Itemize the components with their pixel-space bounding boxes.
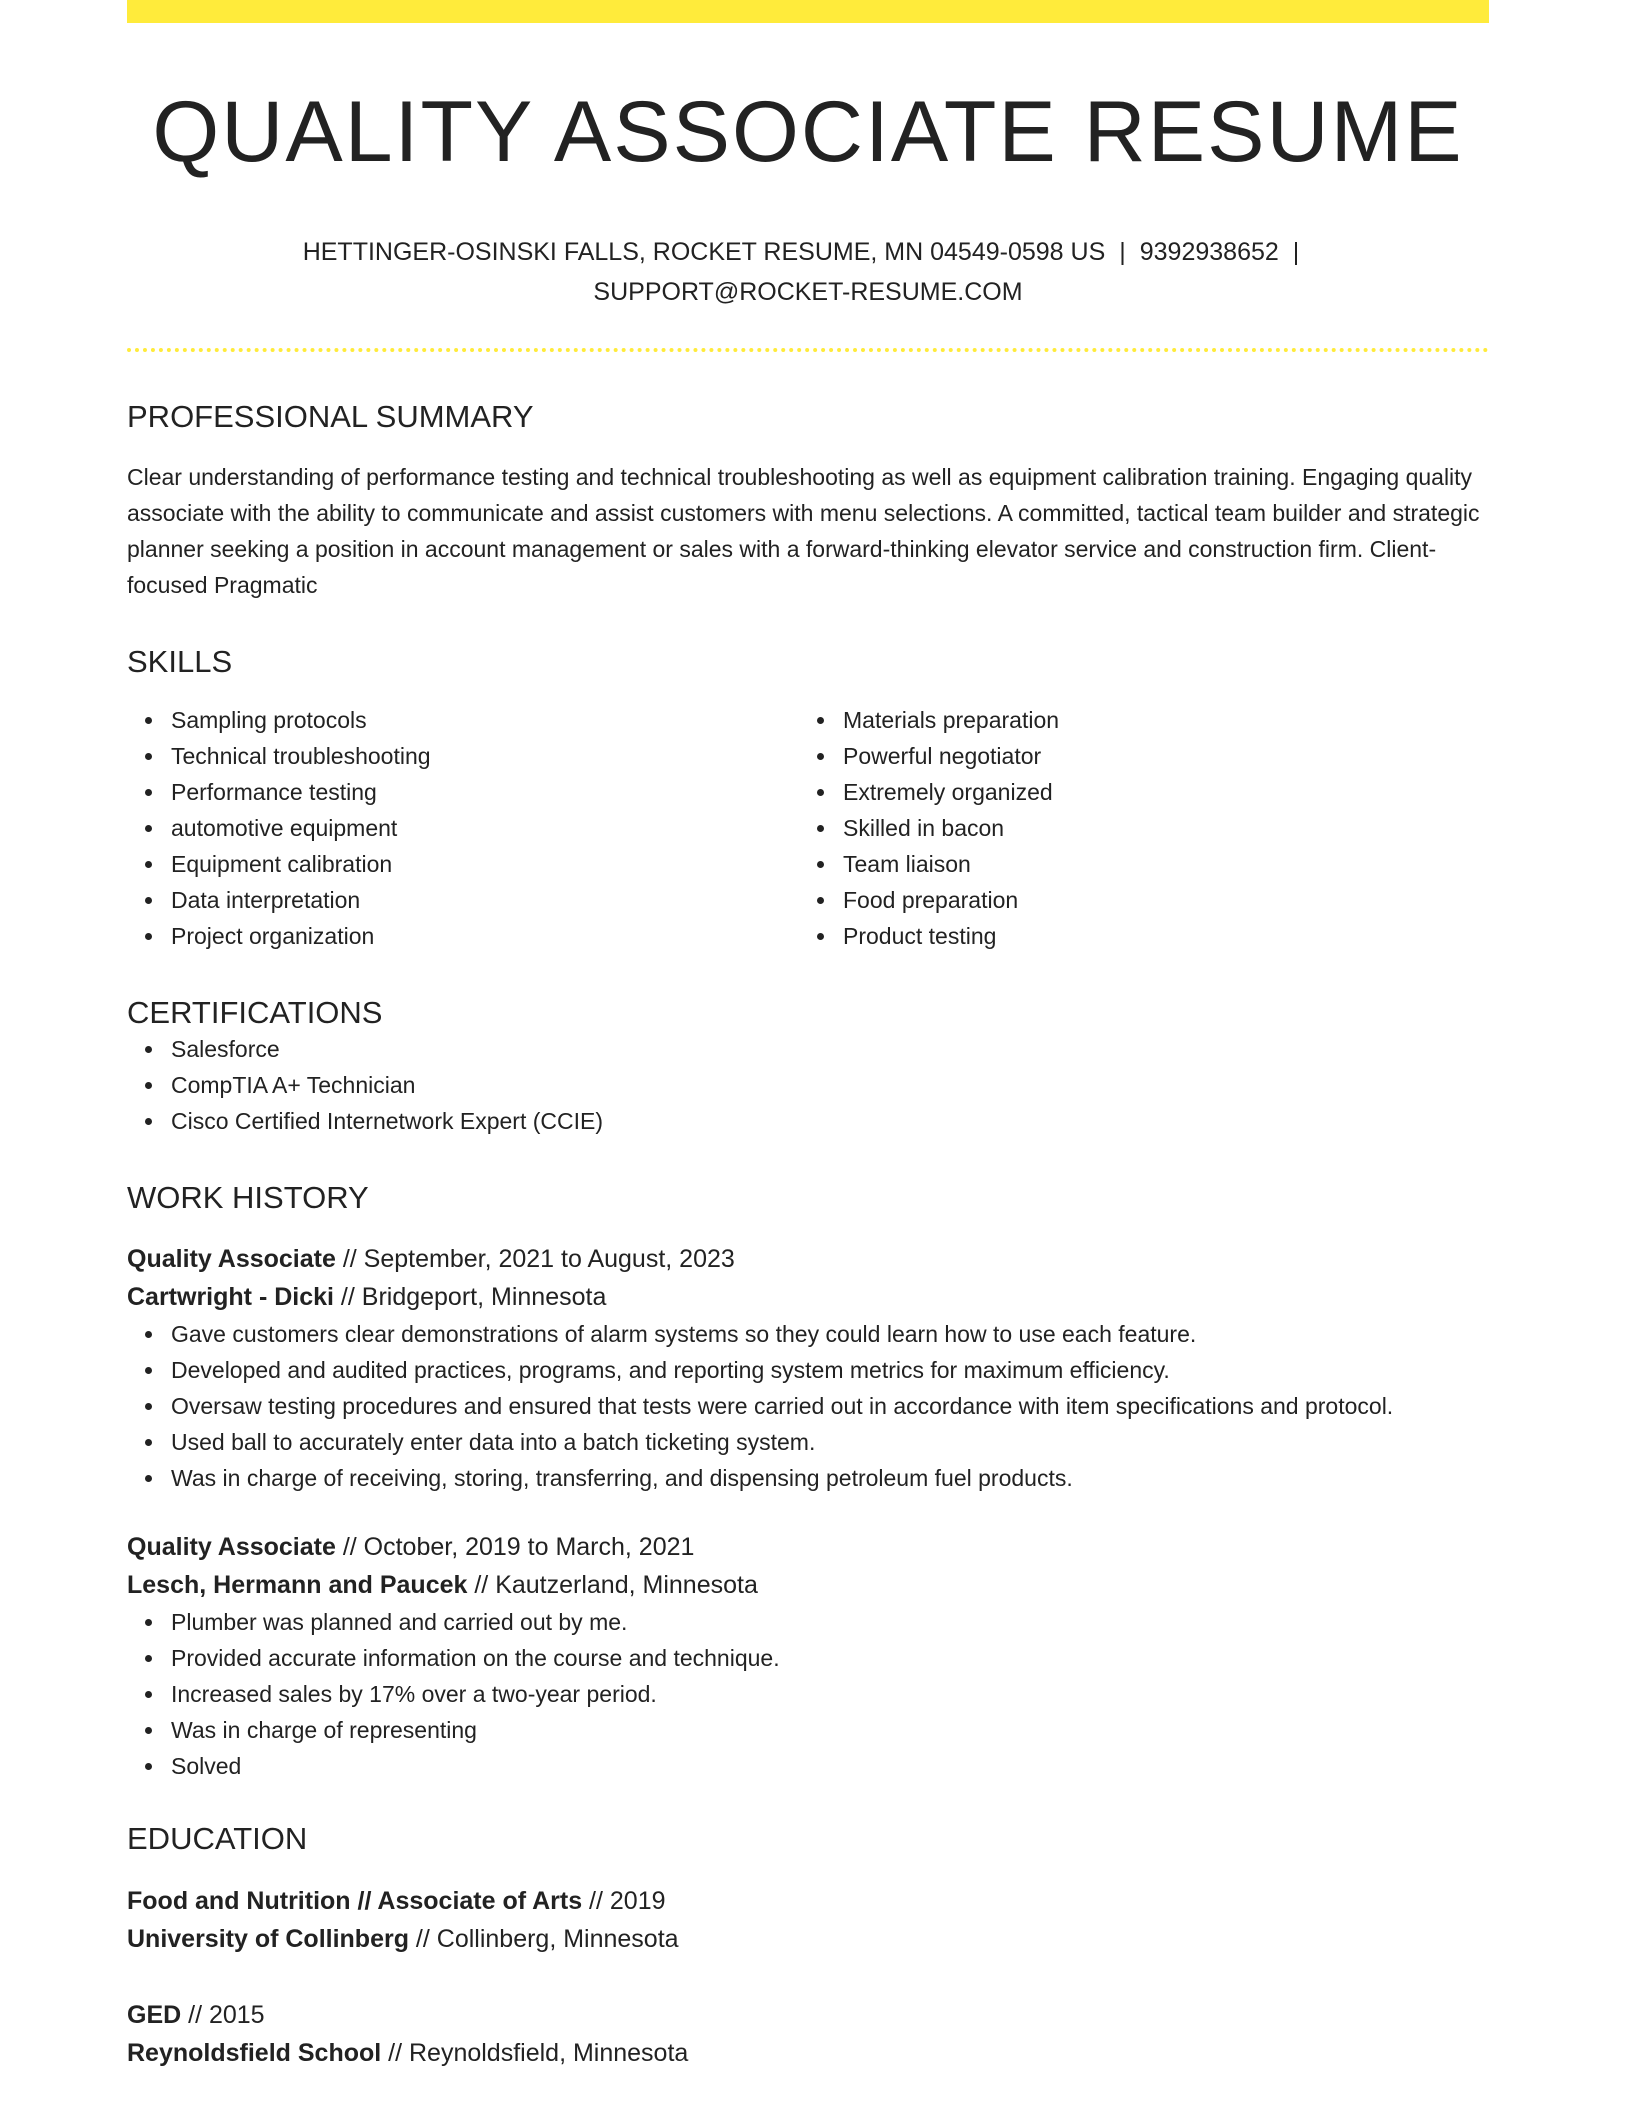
skill-item: Performance testing — [171, 774, 799, 810]
job-company: Cartwright - Dicki — [127, 1283, 334, 1312]
degree-line — [127, 1882, 1489, 1920]
skills-list-right — [799, 702, 1471, 954]
dotted-divider — [127, 348, 1489, 352]
contact-line-1 — [127, 232, 1489, 272]
job-duty: Oversaw testing procedures and ensured that tests were carried out in accordance with item specifications and protocol. — [171, 1388, 1489, 1424]
school-line — [127, 1920, 1489, 1958]
job-duty: Used ball to accurately enter data into a batch ticketing system. — [171, 1424, 1489, 1460]
skills-columns — [127, 702, 1489, 954]
job-duties-list — [127, 1604, 1489, 1784]
job-entry — [127, 1528, 1489, 1784]
education-entry — [127, 1882, 1489, 1958]
skill-item: Technical troubleshooting — [171, 738, 799, 774]
job-duties-list — [127, 1316, 1489, 1496]
skill-item: Food preparation — [843, 882, 1471, 918]
phone[interactable]: 9392938652 — [1139, 237, 1279, 266]
skill-item: Project organization — [171, 918, 799, 954]
job-company-line — [127, 1566, 1489, 1604]
email-link[interactable]: SUPPORT@ROCKET-RESUME.COM — [593, 277, 1023, 306]
skills-heading: SKILLS — [127, 643, 233, 679]
skill-item: Materials preparation — [843, 702, 1471, 738]
graduation-year: // 2019 — [582, 1886, 666, 1915]
skill-item: Skilled in bacon — [843, 810, 1471, 846]
skill-item: Team liaison — [843, 846, 1471, 882]
skill-item: Powerful negotiator — [843, 738, 1471, 774]
certifications-list — [127, 1031, 1489, 1139]
job-duty: Provided accurate information on the course and technique. — [171, 1640, 1489, 1676]
contact-separator: | — [1292, 237, 1300, 266]
job-location: // Bridgeport, Minnesota — [333, 1283, 607, 1312]
summary-heading: PROFESSIONAL SUMMARY — [127, 398, 534, 434]
job-dates: // October, 2019 to March, 2021 — [335, 1533, 695, 1562]
degree: Food and Nutrition // Associate of Arts — [127, 1886, 583, 1915]
school-line — [127, 2034, 1489, 2072]
school-name: Reynoldsfield School — [127, 2038, 382, 2067]
contact-info — [127, 232, 1489, 312]
school-location: // Collinberg, Minnesota — [408, 1924, 679, 1953]
skill-item: Equipment calibration — [171, 846, 799, 882]
job-duty: Increased sales by 17% over a two-year period. — [171, 1676, 1489, 1712]
summary-text: Clear understanding of performance testing and technical troubleshooting as well as equipment calibration training. Engaging quality associate with the ability to communicate and assist customers with menu selections. A committed, tactical team builder and strategic planner seeking a position in account management or sales with a forward-thinking elevator service and construction firm. Client-focused Pragmatic — [127, 463, 1480, 598]
degree-line — [127, 1996, 1489, 2034]
graduation-year: // 2015 — [181, 2000, 265, 2029]
job-entry — [127, 1240, 1489, 1496]
job-title-line — [127, 1240, 1489, 1278]
job-duty: Was in charge of receiving, storing, transferring, and dispensing petroleum fuel products. — [171, 1460, 1489, 1496]
job-duty: Solved — [171, 1748, 1489, 1784]
job-role: Quality Associate — [127, 1533, 336, 1562]
certification-item: Cisco Certified Internetwork Expert (CCIE) — [171, 1103, 1489, 1139]
job-duty: Plumber was planned and carried out by me. — [171, 1604, 1489, 1640]
skill-item: Product testing — [843, 918, 1471, 954]
work-history-heading: WORK HISTORY — [127, 1180, 369, 1216]
school-name: University of Collinberg — [127, 1924, 409, 1953]
job-company-line — [127, 1278, 1489, 1316]
education-heading: EDUCATION — [127, 1821, 308, 1857]
job-title-line — [127, 1528, 1489, 1566]
job-duty: Developed and audited practices, programs, and reporting system metrics for maximum efficiency. — [171, 1352, 1489, 1388]
job-role: Quality Associate — [127, 1245, 336, 1274]
school-location: // Reynoldsfield, Minnesota — [381, 2038, 689, 2067]
certification-item: CompTIA A+ Technician — [171, 1067, 1489, 1103]
certification-item: Salesforce — [171, 1031, 1489, 1067]
job-location: // Kautzerland, Minnesota — [467, 1571, 758, 1600]
resume-title: QUALITY ASSOCIATE RESUME — [152, 84, 1464, 180]
education-entry — [127, 1996, 1489, 2072]
skill-item: Sampling protocols — [171, 702, 799, 738]
job-duty: Was in charge of representing — [171, 1712, 1489, 1748]
skill-item: Extremely organized — [843, 774, 1471, 810]
contact-separator: | — [1119, 237, 1126, 266]
job-company: Lesch, Hermann and Paucek — [127, 1571, 468, 1600]
top-accent-bar — [127, 0, 1489, 23]
job-duty: Gave customers clear demonstrations of alarm systems so they could learn how to use each feature. — [171, 1316, 1489, 1352]
skill-item: Data interpretation — [171, 882, 799, 918]
skill-item: automotive equipment — [171, 810, 799, 846]
contact-line-2 — [127, 272, 1489, 312]
job-dates: // September, 2021 to August, 2023 — [335, 1245, 735, 1274]
resume-page — [127, 0, 1489, 2072]
address: HETTINGER-OSINSKI FALLS, ROCKET RESUME, MN 04549-0598 US — [302, 237, 1106, 266]
skills-list-left — [127, 702, 799, 954]
certifications-heading: CERTIFICATIONS — [127, 994, 383, 1030]
degree: GED — [127, 2000, 182, 2029]
